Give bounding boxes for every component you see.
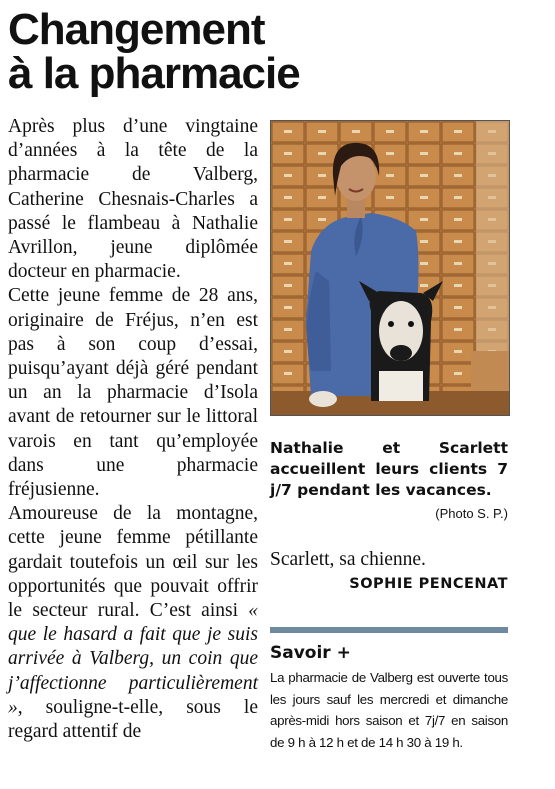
article-body: [8, 115, 258, 744]
note-text: Scarlett, sa chienne.: [270, 549, 426, 570]
headline: [8, 5, 548, 98]
headline-line-2: à la pharmacie: [8, 49, 300, 98]
savoir-text: La pharmacie de Valberg est ouverte tous les jours sauf les mercredi et dimanche après-midi hors saison et 7j/7 en saison de 9 h à 12 h et de 14 h 30 à 19 h.: [270, 670, 508, 750]
photo-credit: (Photo S. P.): [435, 506, 508, 521]
paragraph-2: Cette jeune femme de 28 ans, originaire de Fréjus, n’en est pas à son coup d’essai, puisqu’ayant déjà géré pendant un an la pharmacie d’Isola avant de retourner sur le littoral varois en tant qu’employée dans une pharmacie fréjusienne.: [8, 285, 258, 501]
article-photo: [270, 120, 510, 416]
paragraph-3-end: , souligne-t-elle, sous le regard attentif de: [8, 696, 258, 743]
photo-caption-text: Nathalie et Scarlett accueillent leurs clients 7 j/7 pendant les vacances.: [270, 439, 508, 499]
savoir-title: Savoir +: [270, 643, 351, 663]
paragraph-1: Après plus d’une vingtaine d’années à la tête de la pharmacie de Valberg, Catherine Chesnais-Charles a passé le flambeau à Nathalie Avrillon, jeune diplômée docteur en pharmacie.: [8, 116, 258, 283]
savoir-divider: [270, 627, 508, 633]
paragraph-3-start: Amoureuse de la montagne, cette jeune femme pétillante gardait toutefois un œil sur les opportunités que pouvait offrir le secteur rural. C’est ainsi: [8, 503, 258, 622]
headline-line-1: Changement: [8, 5, 265, 54]
paragraph-3-quote: « que le hasard a fait que je suis arrivée à Valberg, un coin que j’affectionne particulièrement »: [8, 600, 258, 718]
author-byline: SOPHIE PENCENAT: [349, 576, 508, 592]
paragraph-3: [8, 502, 258, 744]
pharmacist-with-dog-illustration: [271, 121, 509, 415]
photo-caption: [270, 438, 508, 524]
